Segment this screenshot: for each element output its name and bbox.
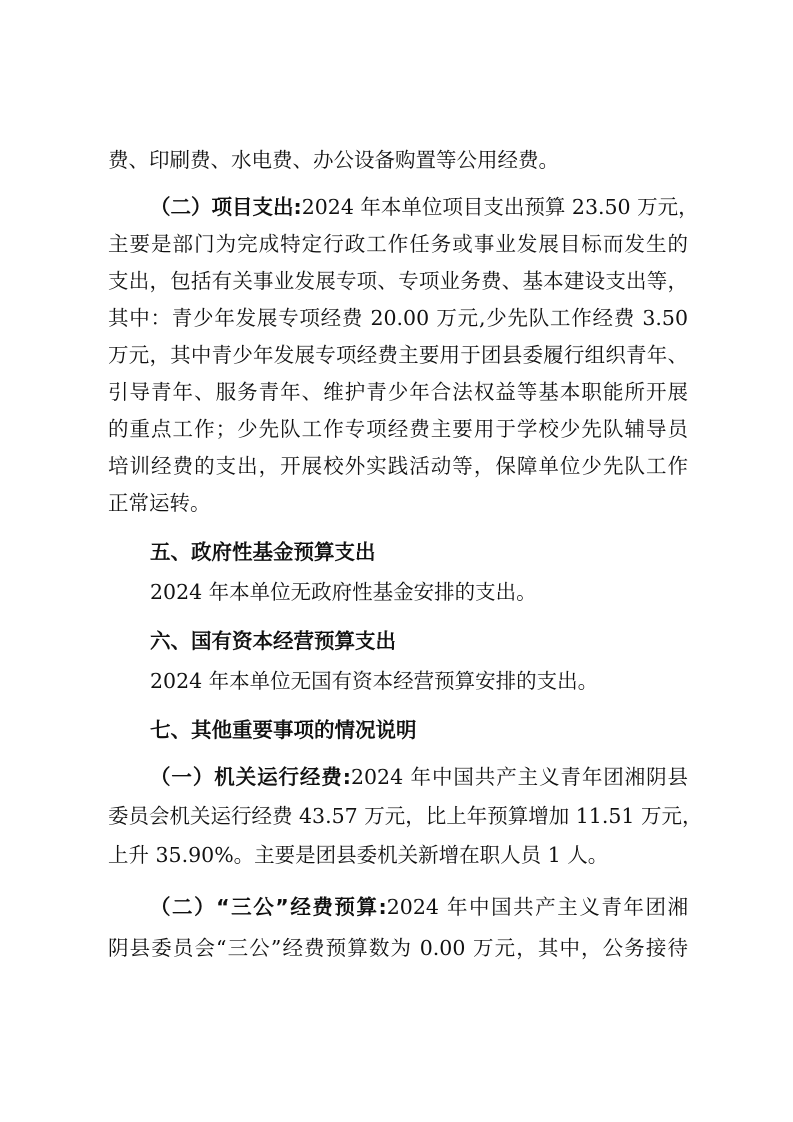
section-heading: 六、国有资本经营预算支出 [150,629,396,653]
text-line: 阴县委员会“三公”经费预算数为 0.00 万元，其中，公务接待 [108,936,688,960]
operating-expense-title: （一）机关运行经费: [150,765,351,789]
text-line: 支出，包括有关事业发展专项、专项业务费、基本建设支出等， [108,269,688,293]
text-line: 引导青年、服务青年、维护青少年合法权益等基本职能所开展 [108,380,688,404]
text-line: 万元，其中青少年发展专项经费主要用于团县委履行组织青年、 [108,343,688,367]
project-expense-line [150,189,699,225]
text-line: 正常运转。 [108,491,211,515]
text-line: 的重点工作；少先队工作专项经费主要用于学校少先队辅导员 [108,417,688,441]
text-line: 其中：青少年发展专项经费 20.00 万元,少先队工作经费 3.50 [108,306,688,330]
text-line: 委员会机关运行经费 43.57 万元，比上年预算增加 11.51 万元， [108,804,703,828]
text-line: 培训经费的支出，开展校外实践活动等，保障单位少先队工作 [108,454,688,478]
text-line: 2024 年本单位无政府性基金安排的支出。 [150,580,537,604]
text-line: 主要是部门为完成特定行政工作任务或事业发展目标而发生的 [108,232,688,256]
project-expense-title: （二）项目支出: [150,195,302,219]
three-public-expense-line [150,889,688,925]
text-segment: 2024 年中国共产主义青年团湘阴县 [350,765,689,789]
text-segment: 2024 年中国共产主义青年团湘 [386,895,688,919]
section-heading: 五、政府性基金预算支出 [150,540,376,564]
text-line: 2024 年本单位无国有资本经营预算安排的支出。 [150,669,599,693]
operating-expense-line [150,759,688,795]
text-line: 上升 35.90%。主要是团县委机关新增在职人员 1 人。 [108,843,609,867]
text-segment: 2024 年本单位项目支出预算 23.50 万元， [301,195,699,219]
section-heading: 七、其他重要事项的情况说明 [150,718,417,742]
text-line: 费、印刷费、水电费、办公设备购置等公用经费。 [108,148,559,172]
three-public-expense-title: （二）“三公”经费预算: [150,895,387,919]
